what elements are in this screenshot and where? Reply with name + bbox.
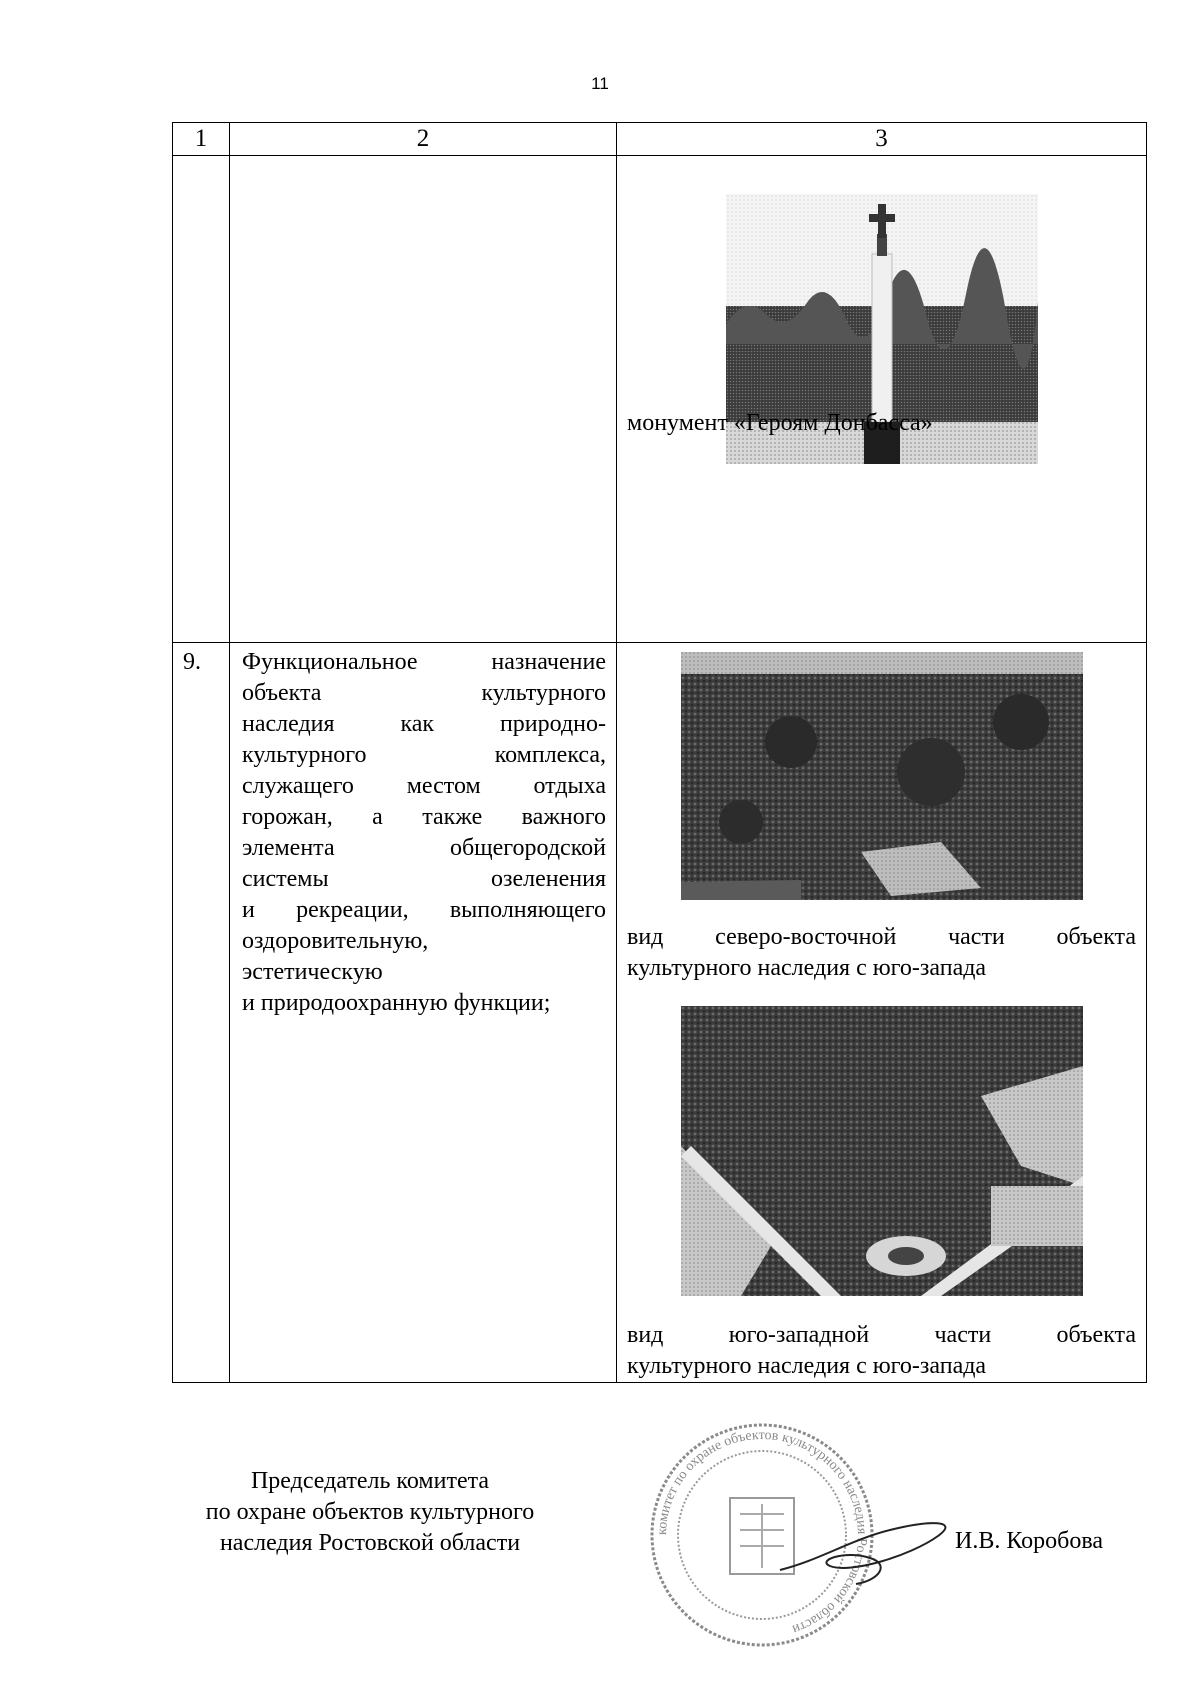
table-row-9 — [173, 643, 1147, 1383]
description-line: культурного комплекса, — [242, 742, 606, 768]
aerial-photo-southwest — [681, 1006, 1083, 1296]
cell-number-empty — [173, 156, 230, 643]
page-number: 11 — [591, 74, 609, 93]
aerial-photo-northeast — [681, 652, 1083, 900]
description-line: служащего местом отдыха — [242, 773, 606, 799]
description-line: оздоровительную, — [242, 928, 429, 954]
cell-description-empty — [230, 156, 617, 643]
cell-photos-aerial — [617, 643, 1147, 1383]
handwritten-signature — [760, 1500, 960, 1590]
position-line: по охране объектов культурного — [205, 1499, 535, 1525]
description-line: объекта культурного — [242, 680, 606, 706]
caption-northeast — [617, 922, 1146, 984]
position-line: наследия Ростовской области — [219, 1530, 521, 1556]
table-row-continuation — [173, 156, 1147, 643]
description-line: наследия как природно- — [242, 711, 606, 737]
signer-name: И.В. Коробова — [955, 1528, 1104, 1554]
description-line: эстетическую — [242, 959, 383, 985]
monument-caption: монумент «Героям Донбасса» — [627, 410, 933, 436]
description-line: горожан, а также важного — [242, 804, 606, 830]
position-line: Председатель комитета — [250, 1468, 490, 1494]
table-header-row — [173, 123, 1147, 156]
caption-line: вид юго-западной части объекта — [627, 1322, 1136, 1348]
column-header-3: 3 — [617, 123, 1147, 156]
column-header-2: 2 — [230, 123, 617, 156]
caption-line: культурного наследия с юго-запада — [627, 955, 987, 981]
description-line: и рекреации, выполняющего — [242, 897, 606, 923]
svg-text:комитет по охране объектов кул: комитет по охране объектов культурного наследия Ростовской области — [654, 1427, 870, 1637]
row-number: 9. — [173, 643, 230, 1383]
caption-line: вид северо-восточной части объекта — [627, 924, 1136, 950]
description-line: Функциональное назначение — [242, 649, 606, 675]
heritage-table — [172, 122, 1147, 1383]
cell-photo-monument — [617, 156, 1147, 643]
description-line: системы озеленения — [242, 866, 606, 892]
caption-southwest — [617, 1320, 1146, 1382]
description-line: и природоохранную функции; — [242, 990, 551, 1016]
caption-line: культурного наследия с юго-запада — [627, 1353, 987, 1379]
column-header-1: 1 — [173, 123, 230, 156]
function-description — [230, 643, 617, 1383]
signatory-position — [170, 1466, 570, 1559]
description-line: элемента общегородской — [242, 835, 606, 861]
